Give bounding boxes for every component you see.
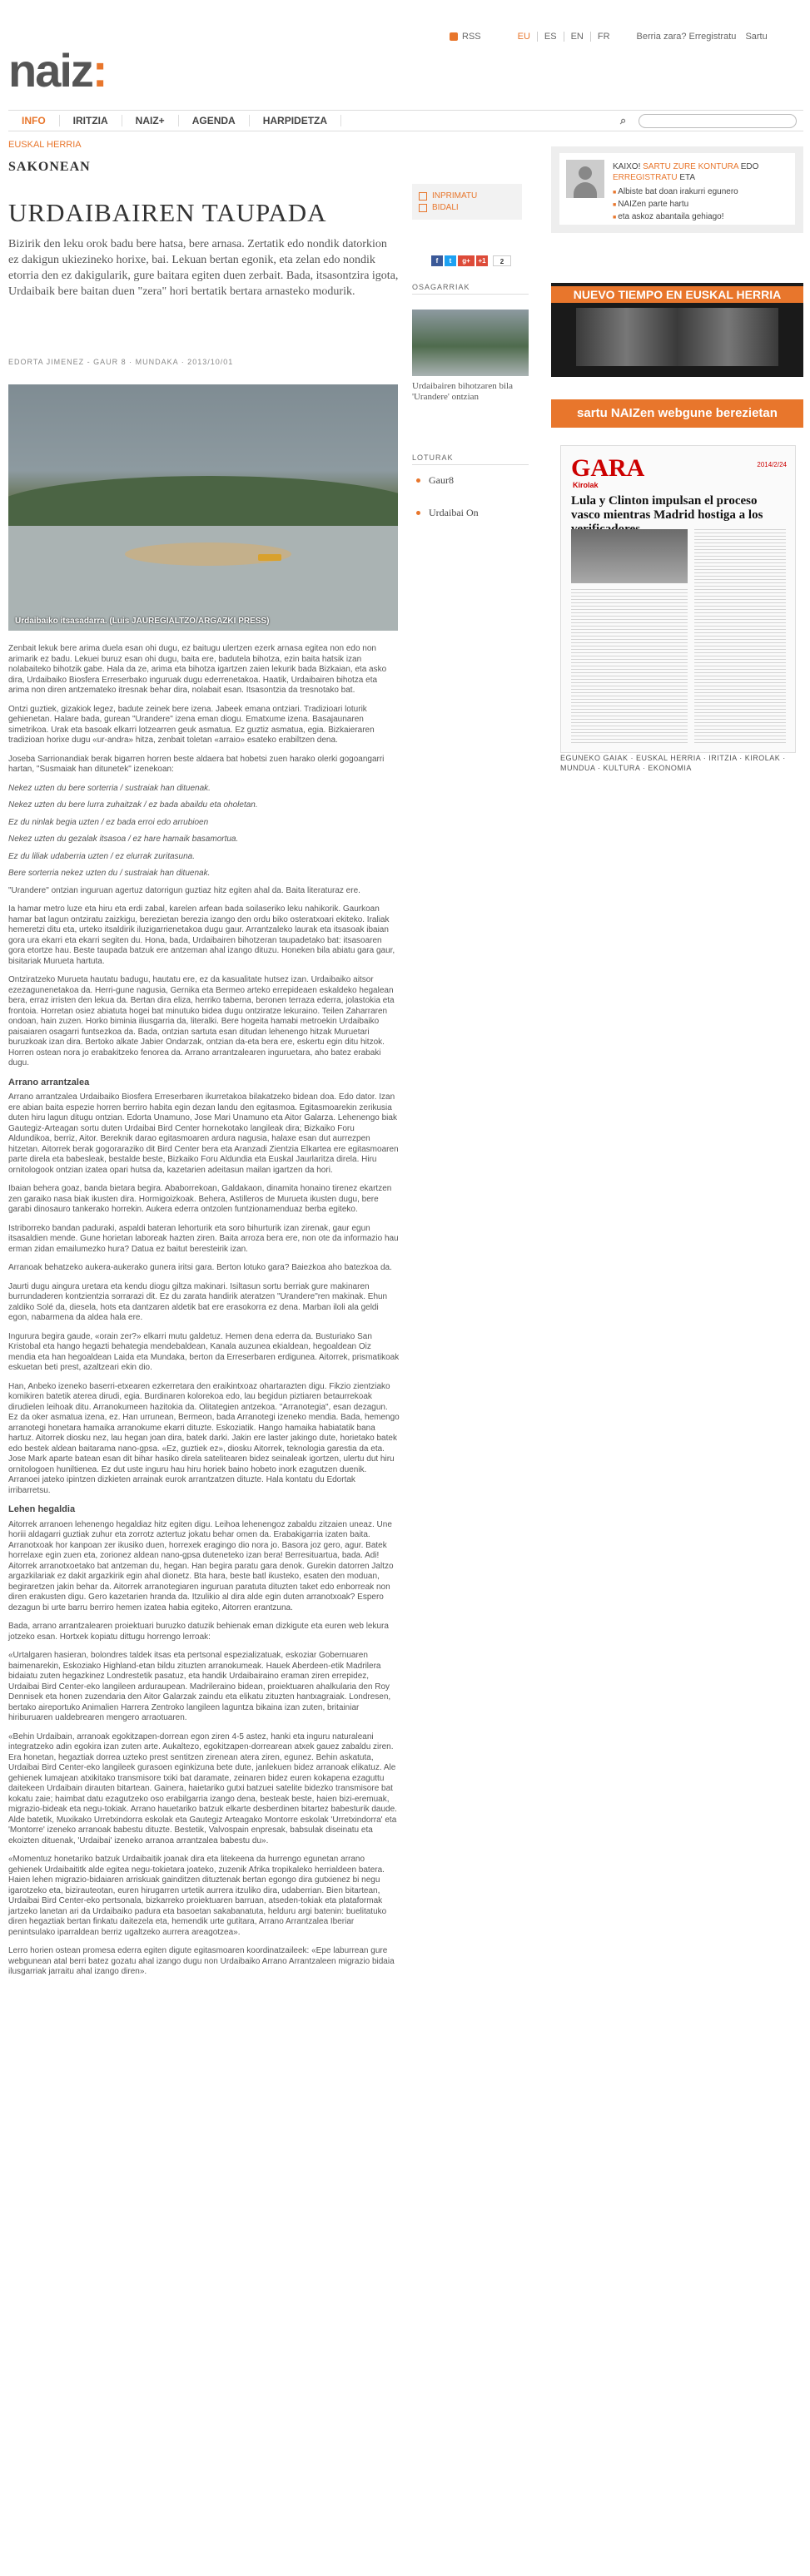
poem-line: Ez du ninlak begia uzten / ez bada erroi edo arrubioen: [8, 817, 209, 827]
nav-iritzia[interactable]: IRITZIA: [60, 115, 122, 126]
lang-en[interactable]: EN: [564, 32, 590, 42]
send-button[interactable]: [419, 203, 515, 212]
links-heading: LOTURAK: [412, 453, 529, 465]
image-boat: [258, 554, 281, 561]
article-paragraph: «Momentuz honetariko batzuk Urdaibaitik joanak dira eta litekeena da hurrengo egunetan arrano gehienek Urdaibaititk alde egitea negu-tokietara joateko, zuzenik Afrika tropikaleko herrialdeen batera. Haien lehen migrazio-bidaiaren arriskuak gainditzen dituztenak bertan egongo dira gutxienez bi negu igarotzeko eta, bizirauteotan, euren hirugarren urtetik aurrera itzuliko dira, udaberrian. Bien bitartean, Urdaibai Bird Center-eko pertsonala, bizkarreko proiektuaren barruan, atseden-tokiak eta plataformak jartzeko lanetan ari da Urdaibaiko padura eta basoetan sakabanatuta, helduru argi batenin: buelitatuko diren hegaztiak bertan finkatu daitezela eta, hemendik urte gutitara, Arrano Arrantzalea Iberiar penintsulako iparraldean berriz ugaltzeko aurrera areagotzea».: [8, 1855, 387, 1937]
benefit-item: ■ eta askoz abantaila gehiago!: [613, 211, 789, 223]
article-paragraph: Ingurura begira gaude, «orain zer?» elkarri mutu galdetuz. Hemen dena ederra da. Busturiako San Kristobal eta hango hegazti behategia mendebaldean, Kanala auzunea ekialdean, hegoaldean Oiz mendia eta han hegoaldean Laida eta Mundaka, berton da Erreserbaren erdigunea. Aitorrek, prismatikoak eskuetan beti prest, azaltzeari ekin dio.: [8, 1331, 400, 1372]
mail-icon: [419, 204, 427, 212]
login-link[interactable]: Sartu: [745, 32, 768, 42]
benefit-item: ■ NAIZen parte hartu: [613, 199, 789, 211]
register-link[interactable]: Berria zara? Erregistratu: [636, 32, 737, 42]
article-paragraph: «Behin Urdaibain, arranoak egokitzapen-dorrean egon ziren 4-5 astez, hanki eta inguru naturaleani integratzeko adin egokira izan zuten arte. Aukaltezo, egokitzapen-dorrearean atxek gauez zabaldu ziren. Era honetan, hegaztiak dorrea uzteko prest sentitzen zirenean atera ziren, egunez. Behin askatuta, Urdaibai Bird Center-eko langileek gurasoen eginkizuna bete dute, janlekuen bidez arranoak elikatuz. Ale gehienek lumajean atxikitako transmisore txiki bat daramate, zeinaren bidez euren kokapena ezaguttu daitekeen Urdaibain dirauten bitartean. Gainera, haietariko gutxi batzuei satelite bidezko transmisore bat kokatu zaie; haimbat datu ezagutzeko oso erabilgarria izango dena, besteak beste, haien bizi-eremuak, migrazio-bideak eta negu-tokiak. Arrano hauetariko batzuk elkarte desberdinen bitartez babesturik daude. Alde batetik, Muxikako Urretxindorra eskolak eta Gautegiz Arteagako Montorre eskolak 'Urretxindorra' eta 'Montorre' izeneko arranoak babestu dituzte. Bestetik, Valvospain enpresak, babsulak diseinatu eta ekoizten dituenak, 'Urdaibai' izeneko arranoa arrantzalea babestu du».: [8, 1731, 397, 1845]
newspaper-columns: [694, 529, 786, 746]
poem-line: Nekez uzten du gezalak itsasoa / ez hare hamaik basamortua.: [8, 835, 239, 844]
lang-fr[interactable]: FR: [590, 32, 617, 42]
newspaper-cover[interactable]: [560, 445, 796, 753]
google-plus-icon[interactable]: g+: [458, 255, 475, 266]
article-subheading: Arrano arrantzalea: [8, 1077, 90, 1087]
article-subheading: Lehen hegaldia: [8, 1504, 76, 1514]
newspaper-columns: [571, 589, 688, 746]
plus-one-button[interactable]: +1: [476, 255, 488, 266]
link-label: Gaur8: [429, 474, 454, 486]
search-input[interactable]: [639, 114, 797, 128]
article-paragraph: Zenbait lekuk bere arima duela esan ohi dugu, ez baitugu ulertzen ezerk arnasa egitea non edo non arimarik ez badu. Lekuei buruz esan ohi dugu, baita ere, badutela bihotza, ezin baita hatsik izan nolabaiteko bihotzik gabe. Hala da ze, arima eta bihotza igartzen zaien lekurik bada Bizkaian, eta asko dira, Urdaibaiko Biosfera Erreserbako inguruak dugu ederrenetakoa. Haatik, Urdaibairen bihotza eta arima non diren antzemateko itresnak behar dira, nolabait esan. Itsasontzia da tresnotako bat.: [8, 644, 387, 695]
article-paragraph: Ontzi guztiek, gizakiok legez, badute zeinek bere izena. Jabeek emana ontziari. Tradizioari loturik gehienetan. Halare bada, gurean "Urandere" izena eman diogu. Ematxume izena. Basajaunaren simetrikoa. Urak eta basoak elkarri lotzearren geuk asmatua. Ez guztiz asmatua, egia. Bizkaieraren tradizioan horixe dugu «ur-andra» hitza, zenbait toletan «arraio» esateko erabiltzen dena.: [8, 704, 375, 745]
main-nav: [8, 110, 803, 131]
avatar: [566, 160, 604, 198]
nav-harpidetza[interactable]: HARPIDETZA: [250, 115, 341, 126]
article-byline: EDORTA JIMENEZ - GAUR 8 · MUNDAKA · 2013/10/01: [8, 358, 234, 366]
poem-line: Nekez uzten du bere sorterria / sustraiak han dituenak.: [8, 783, 211, 793]
top-bar: [450, 32, 774, 42]
account-inner: [559, 153, 795, 225]
benefits-list: [613, 186, 789, 223]
rss-link[interactable]: RSS: [462, 32, 481, 42]
logo-text: naiz: [8, 44, 92, 97]
article-paragraph: Lerro horien ostean promesa ederra egiten digute egitasmoaren koordinatzaileek: «Epe laburrean gure webgunean atal berri batez gozatu ahal izango dugu non Urdaibaiko Arrano Arrantzaleen migrazio bidaia ilusgarriak jarraitu ahal izango diren».: [8, 1946, 395, 1976]
language-switcher: [511, 32, 617, 42]
article-lead: Bizirik den leku orok badu bere hatsa, bere arnasa. Zertatik edo nondik datorkion ez dakigun ukiezineko horixe, bai. Lekuan bertan egonik, eta zelan edo nondik etorria den ez dakigularik, gure baitara egiten duen zerbait. Bada, itsasontzira igota, Urdaibaik bere baitan duen "zera" hori bertatik bertara arnasteko modurik.: [8, 238, 399, 298]
related-heading: OSAGARRIAK: [412, 283, 529, 295]
link-item[interactable]: [416, 474, 479, 487]
search-icon[interactable]: ⌕: [620, 114, 627, 126]
special-pages-banner[interactable]: sartu NAIZen webgune berezietan: [551, 399, 803, 428]
account-greeting: KAIXO!: [613, 162, 641, 171]
article-title: URDAIBAIREN TAUPADA: [8, 198, 327, 227]
article-paragraph: Arrano arrantzalea Urdaibaiko Biosfera Erreserbaren ikurretakoa bilakatzeko bidean doa. Edo dator. Izan ere abian baita espezie horren berriro habita egin dezan landu den egitasmoa. Egitasmoarekin zerikusia duten hiru lagun ditugu ontzian. Edorta Unamuno, Jose Mari Unamuno eta Aitor Galarza. Lehenengo biak Gautegiz-Arteagan sortu duten Urdaibai Bird Center hornekotako langileak dira; Bizkaiko Foru Aldundikoa, berriz, Aitor. Bereknik darao egitasmoaren ardura nagusia, halaxe esan dut aurrezpen hitzetan. Aitorrek berak gogoraraziko dit Bird Center bera eta Aranzadi Zientzia Elkartea ere egitasmoaren parte direla eta babesleak, bestalde beste, Bizkaiko Foru Aldundia eta Euskal Jaurlaritza direla. Hiru ornitologook ontzian izatea opari hutsa da, kazetarien adeitasun mailan igartzen da hori.: [8, 1092, 399, 1175]
account-and: ETA: [679, 173, 696, 182]
share-count: 2: [493, 255, 511, 266]
link-label: Urdaibai On: [429, 507, 479, 518]
image-caption: Urdaibaiko itsasadarra. (Luis JAUREGIALTZO/ARGAZKI PRESS): [15, 617, 270, 626]
article-paragraph: Joseba Sarrionandiak berak bigarren horren beste aldaera bat hobetsi zuen harako olerki gogoangarri hartan, "Susmaiak han ditunetek" izenekoan:: [8, 754, 385, 774]
twitter-icon[interactable]: t: [445, 255, 456, 266]
image-water: [8, 526, 398, 631]
benefit-item: ■ Albiste bat doan irakurri egunero: [613, 186, 789, 198]
article-body: [8, 644, 400, 1986]
account-box: [551, 146, 803, 233]
register-link-box[interactable]: ERREGISTRATU: [613, 173, 678, 182]
article-paragraph: Ontziratzeko Murueta hautatu badugu, hautatu ere, ez da kasualitate hutsez izan. Urdaibaiko aitsor ezezagunenetakoa da. Herri-gune nagusia, Gernika eta Bermeo arteko errepideaen eskaldeko hegalean bera, erraz irristen den lekua da. Bertan dira eliza, herriko taberna, beronen terraza ederra, jolastokia eta frontoia. Horretan osiez abiatuta hogei bat minutuko bidea dugu ontziratze lekuraino. Teilen Zaharraren ondoan, hain zuzen. Horko biminia iliusgarria da, literalki. Bere hogeita hamabi metroekin Urdaibaiko paisaiaren osagarri funtsezkoa da. Bada, ontzian sartuta esan ditudan lehenengo hitzak Muruetari buruzkoak izan dira. Bertoko alkate Jabier Ondarzak, ontzian da-eta bera ere, eskertu egin ditu hitzok. Horren ostean nora jo erabakitzeko fenorea da. Arrano arrantzalearen inguruetara, aho batez erabaki dugu.: [8, 975, 395, 1068]
facebook-icon[interactable]: f: [431, 255, 443, 266]
article-paragraph: Jaurti dugu aingura uretara eta kendu diogu giltza makinari. Isiltasun sortu berriak gure makinaren burrundaderen kontzientzia sorrarazi dit. Ez du zarata handirik ateratzen "Urandere"ren makinak. Ehun zaldiko Solé da, diesela, hots eta dantzaren aldetik bat ere erasokorra ez dena. Marban iloli ala geldi egon, nabarmena da aldea hala ere.: [8, 1281, 388, 1322]
print-label: INPRIMATU: [432, 191, 478, 201]
links-list: [416, 474, 479, 539]
article-tools: [412, 184, 522, 220]
lang-es[interactable]: ES: [537, 32, 564, 42]
signin-link[interactable]: SARTU ZURE KONTURA: [643, 162, 738, 171]
nav-naiz-plus[interactable]: NAIZ+: [122, 115, 179, 126]
lang-eu[interactable]: EU: [517, 32, 530, 42]
article-paragraph: Arranoak behatzeko aukera-aukerako gunera iritsi gara. Berton lotuko gara? Baiezkoa aho batezkoa da.: [8, 1263, 392, 1272]
nav-info[interactable]: INFO: [8, 115, 60, 126]
article-paragraph: Aitorrek arranoen lehenengo hegaldiaz hitz egiten digu. Leihoa lehenengoz zabaldu zitzaien uneaz. Une horiii aldagarri guztiak zuhur eta zorrotz aztertuz jokatu behar omen da. Erabakigarria izaten baita. Arranotxoak hor kanpoan zer ikusiko duen, horrexek eragingo dio nora jo. Basora joz gero, agur. Batek horrelaxe egin zuen eta, zorionez aldean nano-gpsa duteneteko izan bera! Berresituartua, bada. Adi! Aitorrek arranotxoetako bat antzeman du, hegan. Han begira paratu gara denok. Gurekin datorren Jaltzo argazkilariak ez dakit argazkirik egin ahal dionetz. Bta hara, beste batl ikusteko, esaten den moduan, begiraretzen jakin behar da. Aitorrek arranotegiaren inguruan paratuta dituzten taket edo enborreak non diren erakusten digu. Gero kazetarien hranda da. Itzulikio al dira alde egin duten arranotxoak? Espero dezagun bi urte barru berriro hemen izatea habia egiteko, Aitorren erantzuna.: [8, 1519, 394, 1612]
link-item[interactable]: [416, 507, 479, 519]
print-button[interactable]: [419, 191, 515, 201]
article-paragraph: «Urtalgaren hasieran, bolondres taldek itsas eta pertsonal espezializatuak, eskoziar Gobernuaren baimenarekin, Eskoziako Highland-etan bildu zituzten arranokumeak. Hauek Aberdeen-etik Madrilera bidaiatu zuten hegazkinez Londrestetik pasatuz, eta handik Urdaibairaino eraman ziren errepidez, Urdaibai Bird Center-eko langileen arduraupean. Madrileraino bidean, proiektuaren ahalkularia den Roy Dennisek eta honen zuzendaria den Aitor Galarzak zaindu eta elikatu zituzten hantxagraiak. Londresen, bertako aireportuko Animalien Harrera Zentroko langileen laguntza bikaina izan zuten, britainiar hiriburuaren ualdebrearen mengero arraotuaren.: [8, 1651, 391, 1722]
newspaper-date: 2014/2/24: [757, 461, 787, 468]
article-paragraph: Han, Anbeko izeneko baserri-etxearen ezkerretara den eraikintxoaz ohartarazten digu. Fikzio zientziako komikiren batetik aterea dirudi, egia. Burdinaren kolorekoa edo, lau begidun piztiaren betaurrekoak dirudielen leihoak ditu. Arranokumeen hazitokia da. Olitategien antzekoa. "Arranotegia", esan dezagun. Ez da oker asmatua izena, ez. Han urrunean, Bermeon, bada Arranotegi izeneko mendia. Bada, hemengo arranotegi honetara hamaika arranokume ekarri dituzte. Eskoziatik. Hango hamaika habiatatik bana hartuz. Aitorrek diosku nez, lau hegan joan dira, batek darki. Jakin ere laster jakingo dute, horietako batek edo bestek aldean baitarama nano-gpsa. «Ez, guztiek ez», diosku Aitorrek, teknologia garestia da eta. Jose Mark aparte batean esan dit bihar hasiko direla satelitearen bidez seinaleak igortzen, ulertu dut hiru ornitologoen huniltienea. Ez dut uste inguru hau hiru horiek baino hobeto inork ezagutzen duenik. Arranoei jateko ipintzen dizkieten arrainak eurok arrantzatzen dituzte. Hala kontatu du Edortak irribarretsu.: [8, 1381, 400, 1495]
share-buttons: [431, 255, 511, 266]
poem-line: Ez du liliak udaberria uzten / ez elurrak zuritasuna.: [8, 851, 196, 861]
related-caption[interactable]: Urdaibairen bihotzaren bila 'Urandere' ontzian: [412, 381, 513, 402]
article-paragraph: Ibaian behera goaz, banda bietara begira. Ababorrekoan, Galdakaon, dinamita honaino tirenez ekartzen zen garaiko nasa biak ikusten dira. Hormigoizkoak. Behera, Astilleros de Murueta ikusten dugu, bere garabi dinosauro tankerako horrekin. Aukera ederra ontzolen funtzionamenduaz berba egiteko.: [8, 1184, 392, 1214]
article-paragraph: Bada, arrano arrantzalearen proiektuari buruzko datuzik behienak eman dizkigute eta euren web lekura jotzeko esan. Hortxek kopiatu dittugu horrengo lerroak:: [8, 1622, 389, 1642]
account-or: EDO: [740, 162, 759, 171]
weather-banner-title: NUEVO TIEMPO EN EUSKAL HERRIA: [551, 286, 803, 303]
site-logo[interactable]: [8, 43, 107, 97]
account-text: [613, 161, 789, 224]
article-paragraph: Ia hamar metro luze eta hiru eta erdi zabal, karelen arfean bada soilaseriko leku nahikorik. Gaurkoan hamar bat lagun ontziratu zaizkigu, berezietan berezia izango den ordu biko osteratxoari ekiteko. Iraliak hemeretzi ditu eta, urteko itsaldirik iluzigarrienetakoa dugu gaur. Arrantzaleko laurak eta itsasoak ibaian gora ura ekarri eta ekarri segiten du. Hona, bada, Urdaibairen bihotzeran taupadetako bat: itsasoaren gora etortze hau. Beste taupada batzuk ere antzeman ahal izango dituzu. Honeken bila abiatu gara gaur, bisitariak Murueta hartuta.: [8, 904, 395, 966]
article-image: [8, 384, 398, 631]
bullet-icon: [416, 511, 420, 515]
login-area: [637, 32, 774, 42]
newspaper-sections[interactable]: EGUNEKO GAIAK · EUSKAL HERRIA · IRITZIA · KIROLAK · MUNDUA · KULTURA · EKONOMIA: [560, 754, 786, 772]
newspaper-headline: Lula y Clinton impulsan el proceso vasco mientras Madrid hostiga a los: [571, 494, 763, 522]
newspaper-masthead: GARA: [571, 454, 645, 482]
rss-icon[interactable]: [450, 32, 458, 41]
nav-agenda[interactable]: AGENDA: [179, 115, 250, 126]
article-paragraph: Istriborreko bandan paduraki, aspaldi bateran lehorturik eta soro bihurturik izan zirenak, gaur egun itsasaldien mende. Gune horietan laboreak hazten ziren. Baita arroza bera ere, non ote da informazio hau erman zidan emailumezko hura? Datua ez baitut beresteirik izan.: [8, 1223, 399, 1254]
section-label[interactable]: EUSKAL HERRIA: [8, 140, 82, 150]
poem-line: Nekez uzten du bere lurra zuhaitzak / ez bada abaildu eta oholetan.: [8, 800, 258, 810]
section-title: SAKONEAN: [8, 160, 91, 174]
weather-banner[interactable]: [551, 283, 803, 377]
article-paragraph: "Urandere" ontzian inguruan agertuz datorrigun guztiaz hitz egiten ahal da. Baita literaturaz ere.: [8, 885, 360, 895]
send-label: BIDALI: [432, 203, 459, 212]
poem-line: Bere sorterria nekez uzten du / sustraiak han dituenak.: [8, 869, 211, 878]
weather-banner-photo: [576, 308, 778, 366]
bullet-icon: [416, 478, 420, 483]
print-icon: [419, 192, 427, 201]
related-thumbnail[interactable]: [412, 310, 529, 376]
newspaper-subtitle: Kirolak: [573, 481, 599, 489]
logo-colon: :: [92, 44, 107, 97]
newspaper-photo: [571, 529, 688, 583]
